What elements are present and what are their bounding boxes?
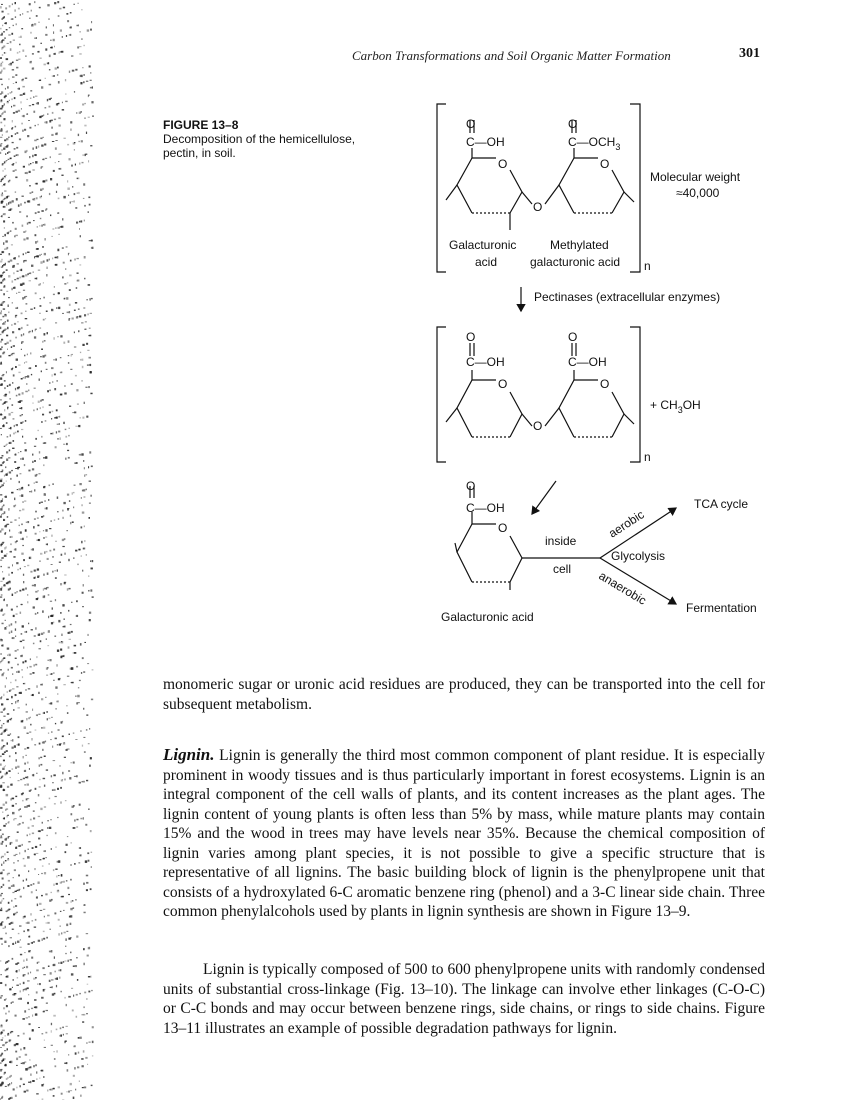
s2-methanol: + $CH_3OH$ [650, 398, 701, 415]
pectinases-label: Pectinases (extracellular enzymes) [534, 290, 721, 304]
s2-left-o: O [466, 330, 476, 344]
paragraph-continuation: monomeric sugar or uronic acid residues are produced, they can be transported into the cell for subsequent metabolism. [163, 676, 765, 713]
paragraph-lignin [163, 745, 765, 922]
s2-left-group: C—OH [466, 355, 505, 369]
s1-right-group: $C—OCH_3$ [568, 135, 621, 152]
s1-bridge-o: O [533, 200, 543, 214]
aerobic-label: aerobic [606, 507, 647, 541]
page-number: 301 [739, 46, 760, 61]
s1-label-methylated-acid: galacturonic acid [530, 255, 621, 269]
s2-ring-o-left: O [498, 377, 508, 391]
s1-left-group: C—OH [466, 135, 505, 149]
s1-left-o: O [466, 117, 476, 131]
bracket-left-1 [437, 104, 446, 272]
s2-bridge-o: O [533, 419, 543, 433]
glycolysis-label: Glycolysis [611, 549, 666, 563]
paragraph-lignin-composition: Lignin is typically composed of 500 to 600 phenylpropene units with randomly condensed units of substantial cross-linkage (Fig. 13–10). The linkage can involve ether linkages (C-O-C) or C-C bonds and may occur between benzene rings, side chains, or rings to side chains. Figure 13–11 illustrates an example of possible degradation pathways for lignin. [163, 961, 765, 1037]
s2-ring-o-right: O [600, 377, 610, 391]
lignin-heading: Lignin. [163, 745, 215, 764]
fermentation-label: Fermentation [686, 601, 757, 615]
cell-label: cell [553, 562, 572, 576]
figure-label: FIGURE 13–8 [163, 118, 239, 132]
ring-right-1 [470, 120, 634, 213]
s1-right-o: O [568, 117, 578, 131]
s2-right-group: C—OH [568, 355, 607, 369]
s3-label: Galacturonic acid [441, 610, 534, 624]
s2-right-o: O [568, 330, 578, 344]
bracket-right-2 [630, 327, 640, 462]
figure-caption: Decomposition of the hemicellulose, pectin, in soil. [163, 132, 356, 160]
running-head: Carbon Transformations and Soil Organic Matter Formation [352, 48, 671, 63]
tca-cycle-label: TCA cycle [694, 497, 749, 511]
ring-left-1 [446, 148, 532, 230]
s1-label-methylated: Methylated [550, 238, 609, 252]
s1-ring-o-left: O [498, 157, 508, 171]
s1-molecular-weight: Molecular weight [650, 170, 741, 184]
anaerobic-label: anaerobic [596, 568, 649, 608]
s3-ring-o: O [498, 521, 508, 535]
s3-group: C—OH [466, 501, 505, 515]
s3-o: O [466, 479, 476, 493]
bracket-left-2 [437, 327, 446, 462]
lignin-text: Lignin is generally the third most common component of plant residue. It is especially prominent in woody tissues and is thus particularly important in forest ecosystems. Lignin is an integral component of the cell walls of plants, and its content increases as the plant ages. The lignin content of young plants is often less than 5% by mass, while mature plants may contain 15% and the wood in trees may have levels near 35%. Because the chemical composition of lignin varies among plant species, it is not possible to give a specific structure that is representative of all lignins. The basic building block of lignin is the phenylpropene unit that consists of a hydroxylated 6-C aromatic benzene ring (phenol) and a 3-C linear side chain. Three common phenylalcohols used by plants in lignin synthesis are shown in Figure 13–9. [163, 747, 765, 920]
s1-subscript-n: n [644, 259, 651, 273]
s1-molecular-weight-value: ≈40,000 [676, 186, 720, 200]
arrow-to-monomer [532, 481, 556, 514]
s2-subscript-n: n [644, 450, 651, 464]
inside-label: inside [545, 534, 577, 548]
bracket-right-1 [630, 104, 640, 272]
s1-ring-o-right: O [600, 157, 610, 171]
s1-label-acid: acid [475, 255, 498, 269]
s1-label-galacturonic: Galacturonic [449, 238, 517, 252]
